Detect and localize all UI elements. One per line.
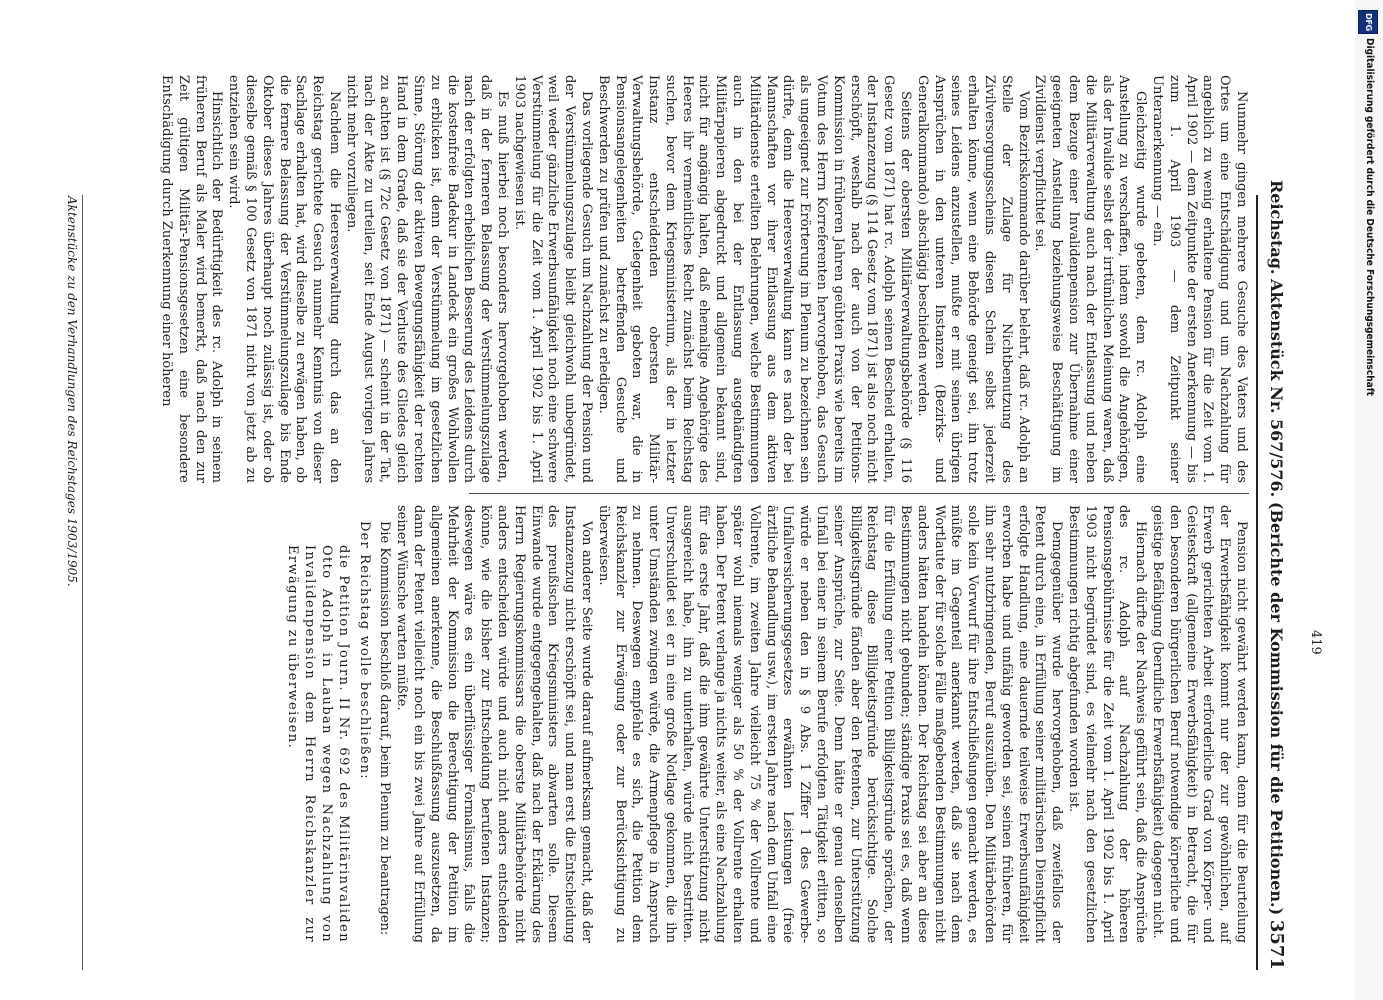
paragraph: Das vorliegende Gesuch um Nachzahlung der Pension und der Verstümmelungszulage bleibt gleichwohl unbegründet, weil weder gänzliche Erwerbsunfähigkeit noch eine schwere Verstümmelung für die Zeit vom 1. April 1902 bis 1. April 1903 nachgewiesen ist. bbox=[511, 75, 594, 483]
page-footer: Aktenstücke zu den Verhandlungen des Reichstages 1903/1905. bbox=[65, 196, 79, 587]
paragraph: Es muß hierbei noch besonders hervorgehoben werden, daß in der ferneren Belassung der Verstümmelungszulage nach der erfolgten erheblichen Besserung des Leidens durch die kostenfreie Badekur in Landeck ein großes Wohlwollen zu erblicken ist, denn der Verstümmelung im gesetzlichen Sinne, Störung der aktiven Bewegungsfähigkeit der rechten Hand in dem Grade, daß sie der Verluste des Gliedes gleich zu achten ist (§ 72c Gesetz von 1871) — scheint in der Tat, nach der Akte zu urteilen, seit Ende August vorigen Jahres nicht mehr vorzuliegen. bbox=[343, 75, 510, 483]
paragraph: Vom Bezirkskommando darüber belehrt, daß rc. Adolph an Stelle der Zulage für Nichtbenutzung des Zivilversorgungsscheins diesen Schein selbst jederzeit erhalten könne, wenn eine Behörde geneigt sei, ihn trotz seines Leidens anzustellen, mußte er mit seinen übrigen Ansprüchen in den unteren Instanzen (Bezirks- und Generalkommando) abschlägig beschieden werden. bbox=[914, 75, 1031, 483]
resolution-label: Der Reichstag wolle beschließen: bbox=[356, 521, 372, 780]
paragraph: Von anderer Seite wurde darauf aufmerksam gemacht, daß der Instanzenzug nicht erschöpft sei, und man erst die Entscheidung des preußischen Kriegsministers abwarten solle. Diesem Einwande wurde entgegengehalten, daß nach der Erklärung des Herrn Regierungskommissars die oberste Militärbehörde nicht anders entscheiden würde und auch nicht anders entscheiden könne, wie die bisher zur Entscheidung berufenen Instanzen; deswegen wäre es ein überflüssiger Formalismus, falls die Mehrheit der Kommission die Berechtigung der Petition im allgemeinen anerkenne, die Beschlußfassung auszusetzen, da dann der Petent vielleicht noch ein bis zwei Jahre auf Erfüllung seiner Wünsche warten müßte. bbox=[394, 505, 594, 943]
header-right-note: (Berichte der Kommission für die Petitionen.) bbox=[1267, 501, 1287, 916]
resolution-text: die Petition Journ. II Nr. 692 des Militärinvaliden Otto Adolph in Lauban wegen Nachzahlung von Invalidenpension dem Herrn Reichskanzler zur Erwägung zu überweisen. bbox=[284, 545, 351, 943]
page-number: 3571 bbox=[1266, 919, 1288, 970]
scan-page-number: 419 bbox=[1308, 630, 1323, 655]
paragraph: Nunmehr gingen mehrere Gesuche des Vaters und des Ortes um eine Entschädigung und um Nachzahlung für angeblich zu wenig erhaltene Pension für die Zeit vom 1. April 1902 — dem Zeitpunkte der ersten Anerkennung — bis zum 1. April 1903 — dem Zeitpunkt seiner Unteranerkennung — ein. bbox=[1150, 75, 1249, 483]
paragraph: Gleichzeitig wurde gebeten, dem rc. Adolph eine Anstellung zu verschaffen, indem sowohl die Angehörigen, als der Invalide selbst der irrtümlichen Meinung waren, daß die Militärverwaltung auch nach der Entlassung und neben dem Bezuge einer Invalidenpension zur Übernahme einer geeigneten Anstellung beziehungsweise Beschäftigung im Zivildienst verpflichtet sei. bbox=[1032, 75, 1149, 483]
paragraph: Hinsichtlich der Bedürftigkeit des rc. Adolph in seinem früheren Beruf als Maler wird bemerkt, daß nach den zur Zeit gültigen Militär-Pensionsgesetzen eine besondere Entschädigung durch Zuerkennung einer höheren bbox=[159, 75, 225, 483]
header-rule bbox=[1256, 195, 1258, 970]
right-column bbox=[284, 505, 1249, 943]
paragraph: Hiernach dürfte der Nachweis geführt sein, daß die Ansprüche des rc. Adolph auf Nachzahlung der höheren Pensionsgebührnisse für die Zeit vom 1. April 1902 bis 1. April 1903 nicht begründet sind, es vielmehr nach den gesetzlichen Bestimmungen richtig abgefunden worden ist. bbox=[1066, 505, 1149, 943]
paragraph: Nachdem die Heeresverwaltung durch das an den Reichstag gerichtete Gesuch nunmehr Kenntnis von dieser Sachlage erhalten hat, wird dieselbe zu erwägen haben, ob die fernere Belassung der Verstümmelungszulage bis Ende Oktober dieses Jahres überhaupt noch zulässig ist, oder ob dieselbe gemäß § 100 Gesetz von 1871 nicht von jetzt ab zu entziehen sein wird. bbox=[226, 75, 342, 483]
footer-rule bbox=[82, 195, 83, 970]
paragraph: Die Kommission beschloß darauf, beim Plenum zu beantragen: bbox=[377, 521, 393, 936]
column-separator bbox=[469, 493, 1249, 494]
funding-note: Digitalisierung gefördert durch die Deutsche Forschungsgemeinschaft bbox=[1364, 38, 1375, 396]
paragraph: Seitens der obersten Militärverwaltungsbehörde (§ 116 Gesetz vom 1871) hat rc. Adolph seinen Bescheid erhalten, der Instanzenzug (§ 114 Gesetz vom 1871) ist also noch nicht erschöpft, weshalb nach der auch von der Petitions-Kommission in früheren Jahren geübten Praxis wie bereits im Votum des Herrn Korreferenten hervorgehoben, das Gesuch als ungeeignet zur Erörterung im Plenum zu bezeichnen sein dürfte, denn die Heeresverwaltung kann es nach der bei Mannschaften vor ihrer Entlassung aus dem aktiven Militärdienste erteilten Belehrungen, welche Bestimmungen auch in den bei der Entlassung ausgehändigten Militärpapieren abgedruckt und allgemein bekannt sind, nicht für angängig halten, daß ehemalige Angehörige des Heeres ihr vermeintliches Recht zunächst beim Reichstag suchen, bevor dem Kriegsministerium, als der in letzter Instanz entscheidenden obersten Militär-Verwaltungsbehörde, Gelegenheit geboten war, die in Pensionsangelegenheiten betreffenden Gesuche und Beschwerden zu prüfen und zunächst zu erledigen. bbox=[595, 75, 914, 483]
header-left: Reichstag. bbox=[1267, 180, 1287, 275]
dfg-logo: DFG bbox=[1358, 10, 1378, 34]
running-header bbox=[1263, 180, 1291, 970]
header-center: Aktenstück Nr. 567/576. bbox=[1267, 279, 1287, 498]
left-column bbox=[159, 75, 1249, 483]
paragraph: Pension nicht gewährt werden kann, denn für die Beurteilung der Erwerbsfähigkeit kommt nur der zur gewöhnlichen, auf Erwerb gerichteten Arbeit erforderliche Grad von Körper- und Geisteskraft (allgemeine Erwerbsfähigkeit) in Betracht, die für den besonderen bürgerlichen Beruf notwendige körperliche und geistige Befähigung (berufliche Erwerbsfähigkeit) dagegen nicht. bbox=[1150, 505, 1249, 943]
paragraph: Demgegenüber wurde hervorgehoben, daß zweifellos der Petent durch eine, in Erfüllung seiner militärischen Dienstpflicht erfolgte Handlung, eine dauernde teilweise Erwerbsunfähigkeit erworben habe und unfähig geworden sei, seinen früheren, für ihn sehr nutzbringenden, Beruf auszuüben. Den Militärbehörden solle kein Vorwurf für ihre Entschließungen gemacht werden, es müßte im Gegenteil anerkannt werden, daß sie nach dem Wortlaute der für solche Fälle maßgebenden Bestimmungen nicht anders hätten handeln können. Der Reichstag sei aber an diese Bestimmungen nicht gebunden; ständige Praxis sei es, daß wenn für die Erfüllung einer Petition Billigkeitsgründe sprächen, der Reichstag diese Billigkeitsgründe berücksichtige. Solche Billigkeitsgründe fänden aber den Petenten, zur Unterstützung seiner Ansprüche, zur Seite. Denn hätte er genau denselben Unfall bei einer in seinem Berufe erfolgten Tätigkeit erlitten, so würde er neben den in § 9 Abs. 1 Ziffer 1 des Gewerbe-Unfallversicherungsgesetzes erwähnten Leistungen (freie ärztliche Behandlung usw.), im ersten Jahre nach dem Unfall eine Vollrente, im zweiten Jahre vielleicht 75 % der Vollrente und später wohl niemals weniger als 50 % der Vollrente erhalten haben. Der Petent verlange ja nichts weiter, als eine Nachzahlung für das erste Jahr, daß die ihm gewährte Unterstützung nicht ausgereicht habe, ihn zu unterhalten, würde nicht bestritten. Unverschuldet sei er in eine große Notlage gekommen, die ihn unter Umständen zwingen würde, die Armenpflege in Anspruch zu nehmen. Deswegen empfehle es sich, die Petition dem Reichskanzler zur Erwägung oder zur Berücksichtigung zu überweisen. bbox=[595, 505, 1065, 943]
digitization-strip bbox=[1355, 0, 1383, 1000]
